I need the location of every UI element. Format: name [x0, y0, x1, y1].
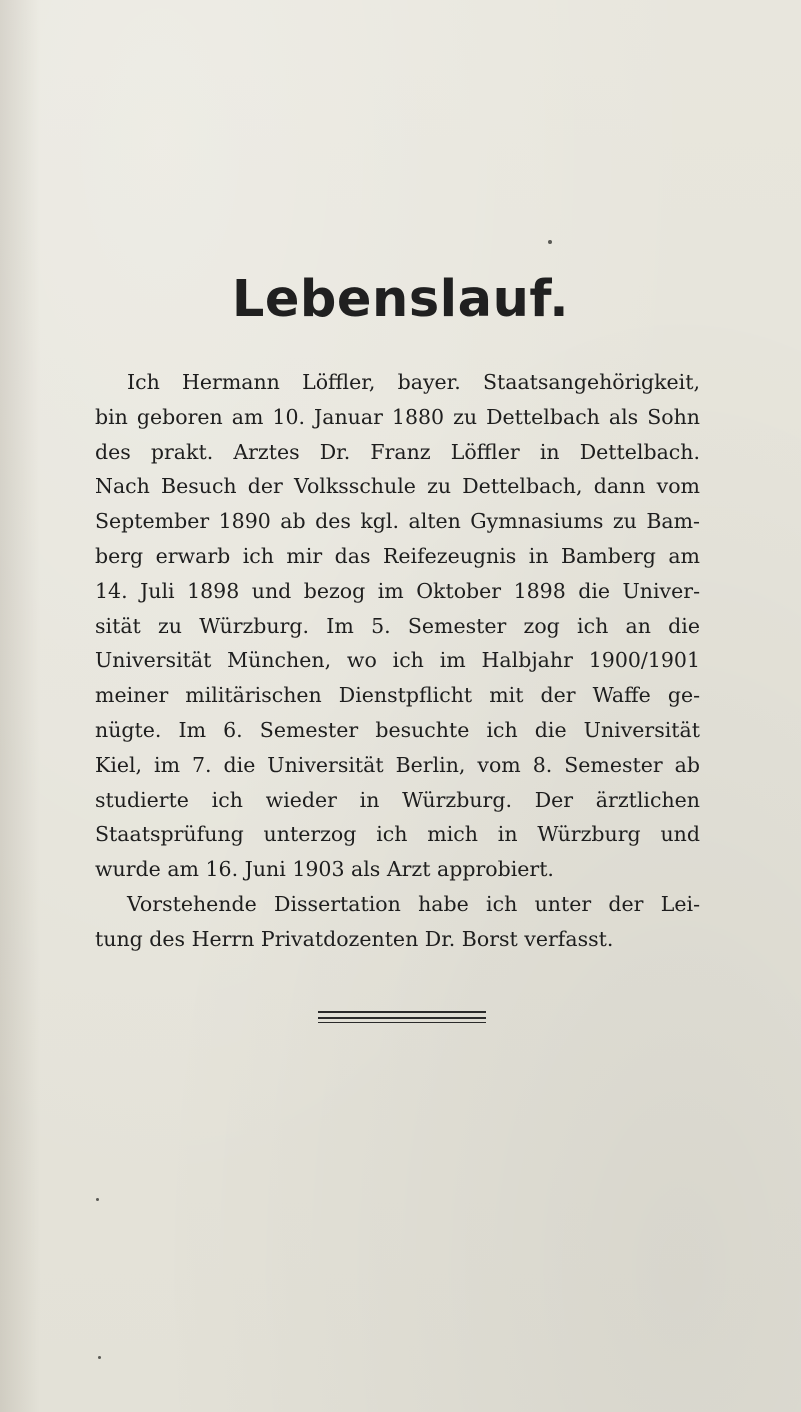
- ink-speck: [98, 1356, 101, 1359]
- paragraph-2: [95, 887, 700, 957]
- text-line: nügte. Im 6. Semester besuchte ich die Universität: [95, 717, 700, 742]
- text-line: Vorstehende Dissertation habe ich unter der Lei-: [127, 891, 700, 916]
- text-line: Ich Hermann Löffler, bayer. Staatsangehörigkeit,: [127, 370, 700, 394]
- biography-text: [95, 365, 700, 957]
- text-line: Nach Besuch der Volksschule zu Dettelbach, dann vom: [95, 474, 700, 499]
- text-line: bin geboren am 10. Januar 1880 zu Dettelbach als Sohn: [95, 404, 700, 429]
- ink-speck: [96, 1198, 99, 1201]
- paragraph-1: [95, 365, 700, 887]
- page-title: Lebenslauf.: [231, 270, 570, 329]
- text-line: sität zu Würzburg. Im 5. Semester zog ich an die: [95, 613, 700, 638]
- closing-rule: [318, 1022, 486, 1023]
- text-line: studierte ich wieder in Würzburg. Der ärztlichen: [95, 787, 700, 812]
- text-line: Universität München, wo ich im Halbjahr 1900/1901: [95, 648, 700, 673]
- closing-rule: [318, 1011, 486, 1013]
- text-line: meiner militärischen Dienstpflicht mit der Waffe ge-: [95, 683, 700, 708]
- text-line: wurde am 16. Juni 1903 als Arzt approbiert.: [95, 857, 554, 882]
- ink-speck: [548, 240, 552, 244]
- text-line: Staatsprüfung unterzog ich mich in Würzburg und: [95, 822, 700, 847]
- text-line: tung des Herrn Privatdozenten Dr. Borst verfasst.: [95, 926, 614, 951]
- text-line: des prakt. Arztes Dr. Franz Löffler in Dettelbach.: [95, 439, 700, 464]
- text-line: berg erwarb ich mir das Reifezeugnis in Bamberg am: [95, 543, 700, 568]
- text-line: 14. Juli 1898 und bezog im Oktober 1898 die Univer-: [95, 578, 700, 603]
- text-line: Kiel, im 7. die Universität Berlin, vom 8. Semester ab: [95, 752, 700, 777]
- text-line: September 1890 ab des kgl. alten Gymnasiums zu Bam-: [95, 509, 700, 534]
- closing-rule: [318, 1017, 486, 1019]
- page-edge-shadow: [0, 0, 40, 1412]
